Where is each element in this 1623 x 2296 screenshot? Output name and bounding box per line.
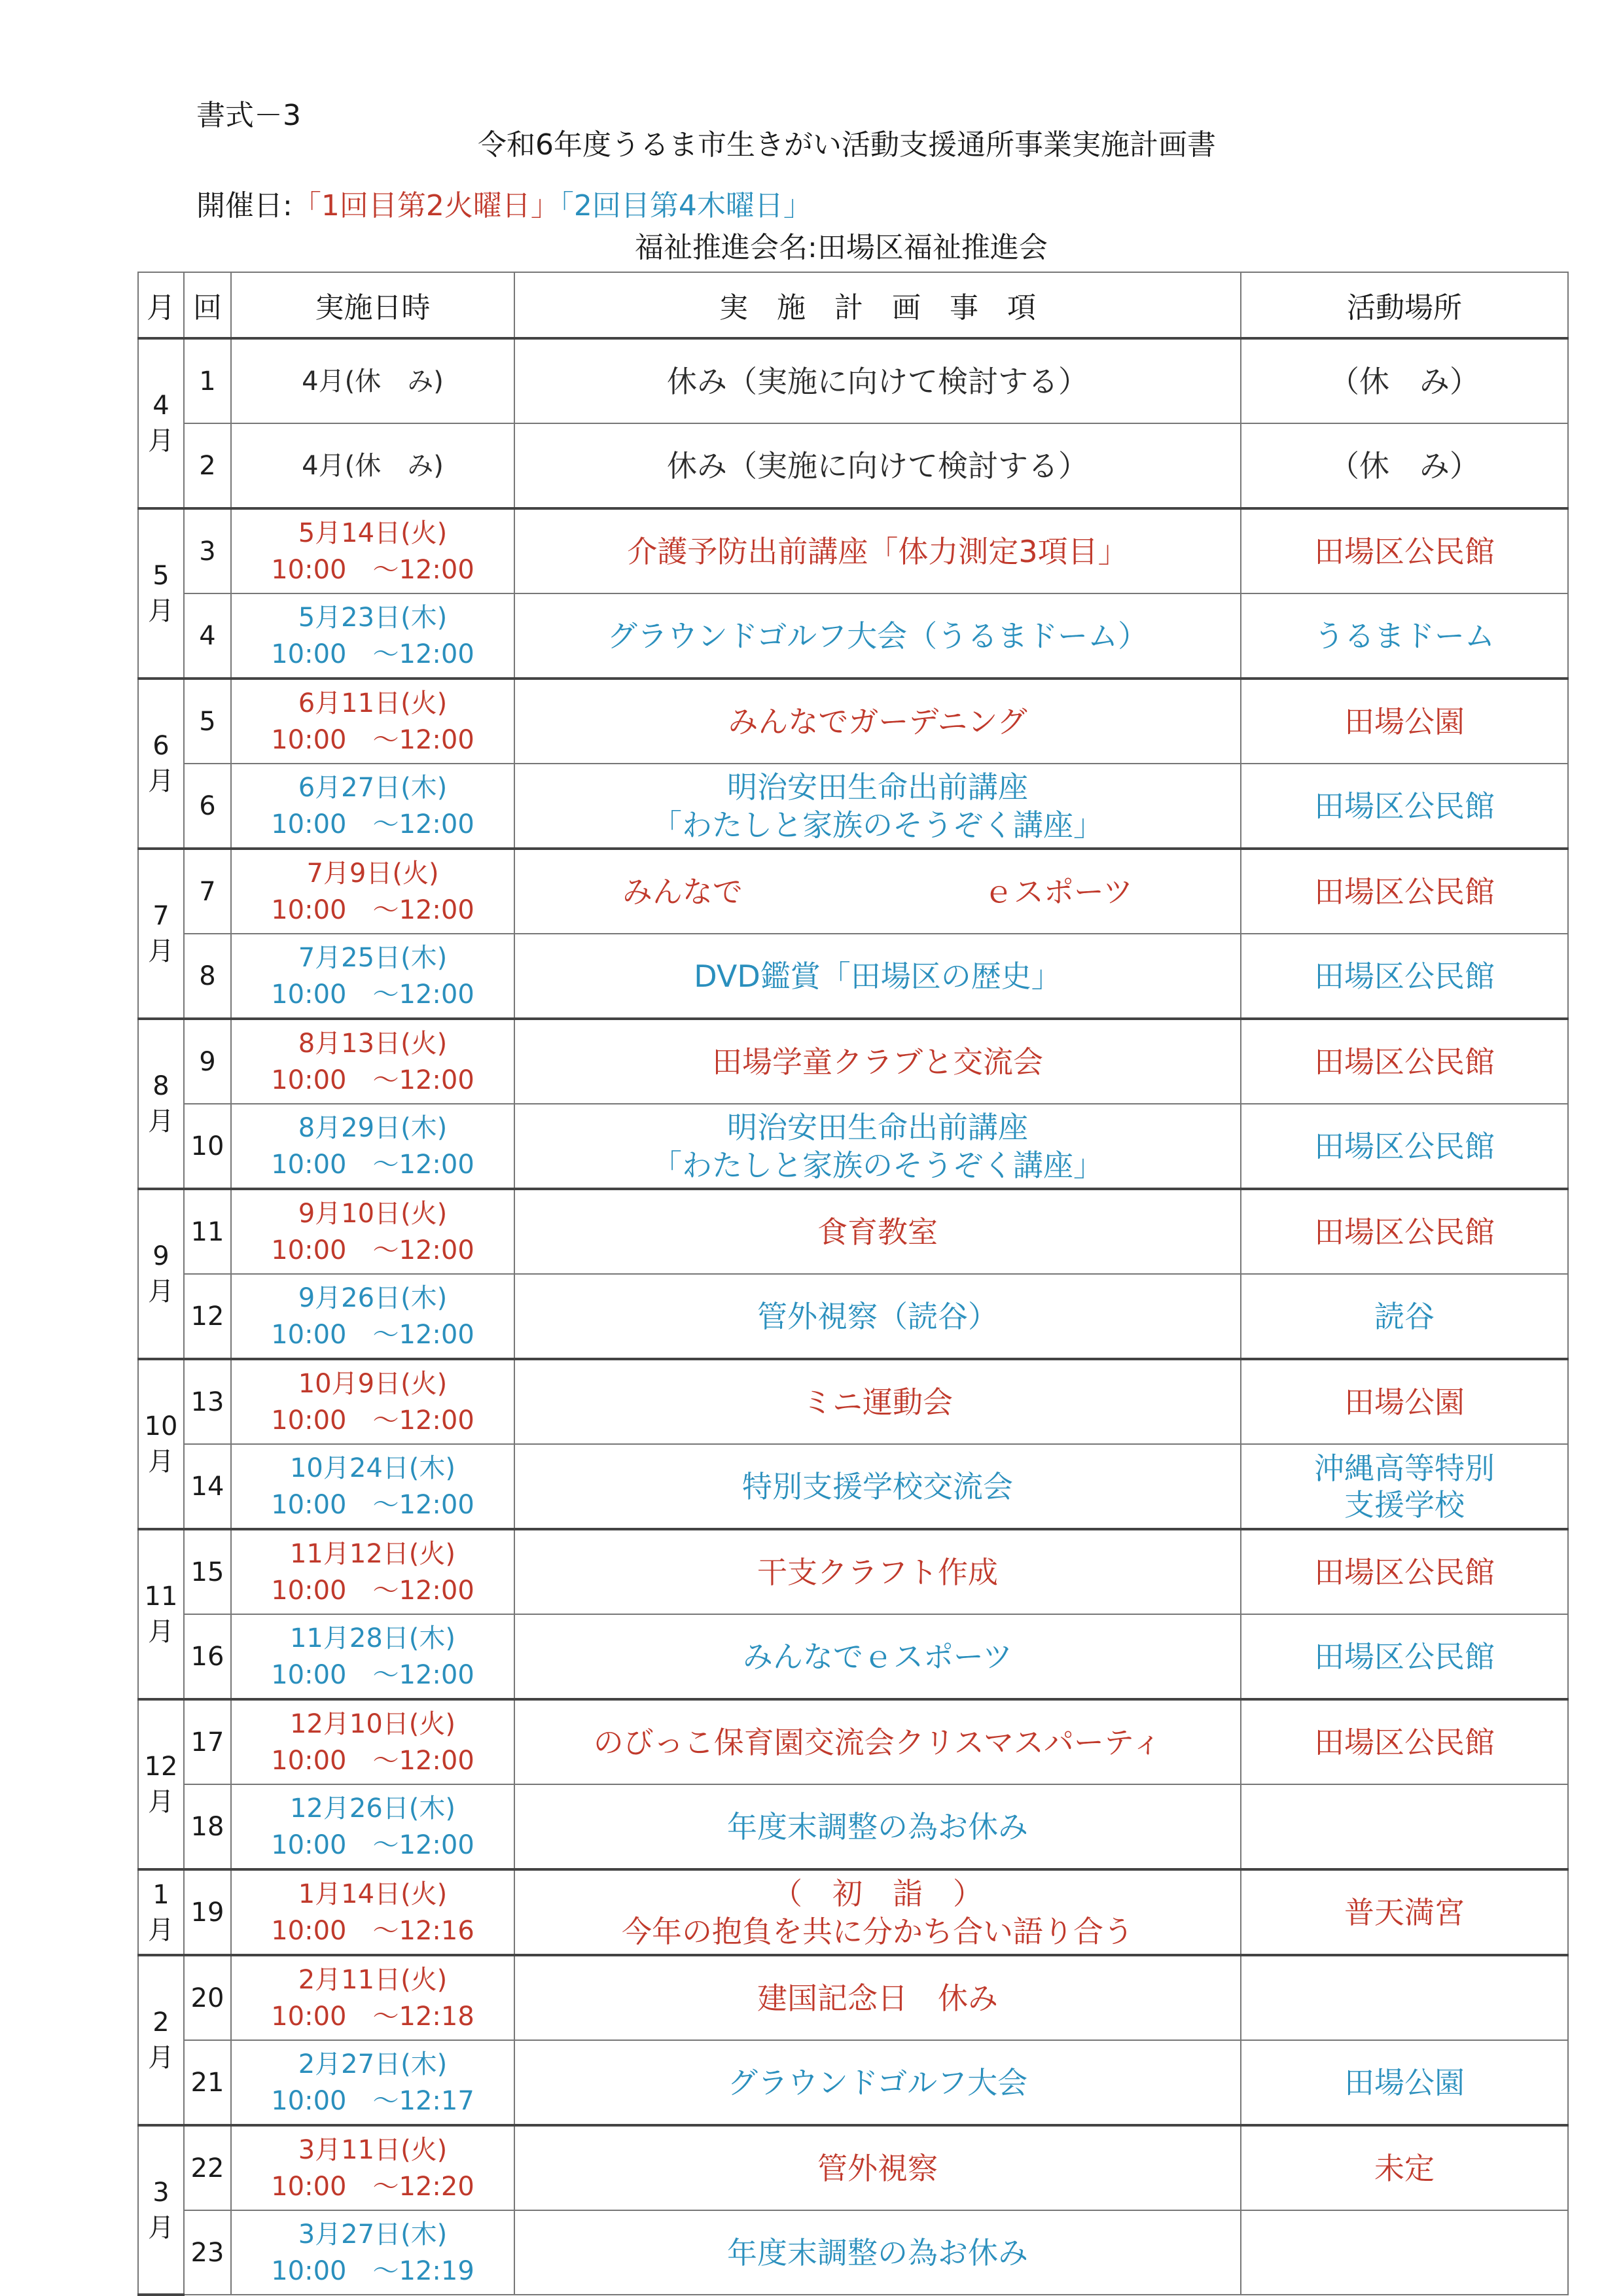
date-cell [231, 679, 514, 764]
place-text: 田場区公民館 [1314, 533, 1495, 569]
place-cell [1241, 423, 1568, 508]
date-cell [231, 934, 514, 1019]
table-row [138, 1529, 1568, 1614]
date-cell [231, 338, 514, 423]
event-time: 10:00 ～12:00 [271, 1065, 474, 1095]
plan-cell [514, 508, 1241, 593]
event-date: 5月23日(木) [298, 602, 448, 633]
table-row [138, 1955, 1568, 2040]
event-time: 10:00 ～12:00 [271, 1319, 474, 1350]
date-cell [231, 1359, 514, 1444]
place-cell [1241, 338, 1568, 423]
event-date: 1月14日(火) [298, 1879, 448, 1909]
plan-cell [514, 1444, 1241, 1529]
place-cell [1241, 1274, 1568, 1359]
event-date: 7月25日(木) [298, 942, 448, 973]
plan-text: みんなでｅスポーツ [742, 1638, 1013, 1674]
round-number: 20 [184, 1955, 231, 2040]
plan-cell [514, 1955, 1241, 2040]
table-row [138, 423, 1568, 508]
place-text: 支援学校 [1344, 1487, 1465, 1523]
place-text: 田場公園 [1344, 2064, 1465, 2100]
event-time: 10:00 ～12:00 [271, 1405, 474, 1436]
date-cell [231, 1614, 514, 1699]
place-cell [1241, 593, 1568, 679]
place-text: 沖縄高等特別 [1314, 1450, 1495, 1486]
table-row [138, 1104, 1568, 1189]
date-cell [231, 2125, 514, 2210]
event-time: 10:00 ～12:00 [271, 1149, 474, 1180]
month-cell: 3 月 [138, 2125, 184, 2295]
plan-cell [514, 593, 1241, 679]
plan-text: 「わたしと家族のそうぞく講座」 [652, 807, 1103, 843]
place-cell [1241, 849, 1568, 934]
event-time: 10:00 ～12:00 [271, 554, 474, 585]
event-date: 7月9日(火) [306, 858, 439, 889]
place-cell [1241, 1955, 1568, 2040]
place-text: 未定 [1374, 2150, 1435, 2186]
event-date: 4月(休 み) [302, 450, 444, 481]
event-day-first: 「1回目第2火曜日」 [292, 189, 560, 222]
plan-text: 年度末調整の為お休み [727, 1809, 1028, 1845]
date-cell [231, 1869, 514, 1955]
header-round: 回 [184, 272, 231, 338]
plan-text: 休み（実施に向けて検討する） [667, 363, 1088, 399]
round-number: 15 [184, 1529, 231, 1614]
month-cell: 12 月 [138, 1699, 184, 1869]
plan-cell [514, 1869, 1241, 1955]
place-text: 田場区公民館 [1314, 1044, 1495, 1080]
place-cell [1241, 934, 1568, 1019]
plan-cell [514, 2125, 1241, 2210]
date-cell [231, 2040, 514, 2125]
date-cell [231, 1189, 514, 1274]
place-cell [1241, 1869, 1568, 1955]
table-row [138, 679, 1568, 764]
form-number: 書式－3 [196, 99, 301, 132]
table-row [138, 1274, 1568, 1359]
table-row [138, 2210, 1568, 2295]
round-number: 16 [184, 1614, 231, 1699]
event-time: 10:00 ～12:00 [271, 1659, 474, 1690]
plan-body [138, 338, 1568, 2295]
place-text: 田場区公民館 [1314, 1638, 1495, 1674]
table-row [138, 849, 1568, 934]
date-cell [231, 1444, 514, 1529]
date-cell [231, 1699, 514, 1784]
round-number: 23 [184, 2210, 231, 2295]
place-cell [1241, 1104, 1568, 1189]
place-cell [1241, 2210, 1568, 2295]
plan-text: のびっこ保育園交流会クリスマスパーティ [593, 1724, 1162, 1760]
plan-text: 「わたしと家族のそうぞく講座」 [652, 1147, 1103, 1183]
table-row [138, 1614, 1568, 1699]
event-time: 10:00 ～12:00 [271, 1235, 474, 1265]
table-row [138, 1189, 1568, 1274]
round-number: 21 [184, 2040, 231, 2125]
date-cell [231, 1274, 514, 1359]
place-text: 田場区公民館 [1314, 1214, 1495, 1250]
plan-cell [514, 1614, 1241, 1699]
plan-cell [514, 2210, 1241, 2295]
event-date: 3月11日(火) [298, 2134, 448, 2165]
table-row [138, 1019, 1568, 1104]
event-date: 10月24日(木) [289, 1453, 455, 1483]
event-date: 11月12日(火) [289, 1538, 455, 1569]
round-number: 5 [184, 679, 231, 764]
event-time: 10:00 ～12:00 [271, 979, 474, 1010]
header-plan: 実 施 計 画 事 項 [514, 272, 1241, 338]
event-days [196, 182, 812, 224]
event-date: 8月13日(火) [298, 1028, 448, 1059]
plan-text: 建国記念日 休み [757, 1980, 998, 2016]
place-text: 田場区公民館 [1314, 1724, 1495, 1760]
event-time: 10:00 ～12:00 [271, 1575, 474, 1606]
round-number: 1 [184, 338, 231, 423]
date-cell [231, 2210, 514, 2295]
round-number: 12 [184, 1274, 231, 1359]
date-cell [231, 1529, 514, 1614]
plan-cell [514, 1274, 1241, 1359]
council-name: 福祉推進会名:田場区福祉推進会 [635, 231, 1048, 264]
plan-text: グラウンドゴルフ大会（うるまドーム） [607, 618, 1149, 654]
event-date: 3月27日(木) [298, 2219, 448, 2250]
event-date: 5月14日(火) [298, 518, 448, 548]
month-cell: 5 月 [138, 508, 184, 679]
place-cell [1241, 764, 1568, 849]
plan-cell [514, 1784, 1241, 1869]
date-cell [231, 593, 514, 679]
round-number: 19 [184, 1869, 231, 1955]
event-time: 10:00 ～12:17 [271, 2085, 474, 2116]
plan-cell [514, 423, 1241, 508]
plan-cell [514, 1699, 1241, 1784]
month-cell: 6 月 [138, 679, 184, 849]
event-day-second: 「2回目第4木曜日」 [559, 189, 812, 222]
date-cell [231, 1784, 514, 1869]
plan-text: みんなで ｅスポーツ [622, 874, 1133, 910]
plan-text: 食育教室 [817, 1214, 938, 1250]
event-days-label: 開催日: [196, 189, 293, 222]
plan-cell [514, 1104, 1241, 1189]
plan-text: （ 初 詣 ） [772, 1875, 983, 1911]
table-row [138, 508, 1568, 593]
event-date: 12月10日(火) [289, 1708, 455, 1739]
date-cell [231, 508, 514, 593]
round-number: 14 [184, 1444, 231, 1529]
event-date: 2月11日(火) [298, 1964, 448, 1995]
date-cell [231, 1019, 514, 1104]
month-cell: 2 月 [138, 1955, 184, 2125]
plan-text: DVD鑑賞「田場区の歴史」 [694, 958, 1061, 994]
plan-text: 休み（実施に向けて検討する） [667, 448, 1088, 484]
round-number: 11 [184, 1189, 231, 1274]
header-place: 活動場所 [1241, 272, 1568, 338]
plan-text: みんなでガーデニング [728, 703, 1027, 739]
table-row [138, 1784, 1568, 1869]
table-row [138, 2040, 1568, 2125]
place-text: 田場公園 [1344, 1384, 1465, 1420]
table-row [138, 764, 1568, 849]
place-cell [1241, 1189, 1568, 1274]
plan-cell [514, 849, 1241, 934]
table-row [138, 338, 1568, 423]
place-cell [1241, 1359, 1568, 1444]
month-cell: 11 月 [138, 1529, 184, 1699]
round-number: 18 [184, 1784, 231, 1869]
place-text: 田場公園 [1344, 703, 1465, 739]
place-cell [1241, 2125, 1568, 2210]
event-time: 10:00 ～12:00 [271, 1829, 474, 1860]
plan-cell [514, 338, 1241, 423]
event-time: 10:00 ～12:18 [271, 2001, 474, 2032]
document-title: 令和6年度うるま市生きがい活動支援通所事業実施計画書 [478, 128, 1216, 162]
event-date: 11月28日(木) [289, 1623, 455, 1653]
plan-cell [514, 1359, 1241, 1444]
date-cell [231, 849, 514, 934]
month-cell: 10 月 [138, 1359, 184, 1529]
round-number: 2 [184, 423, 231, 508]
month-cell: 8 月 [138, 1019, 184, 1189]
plan-text: ミニ運動会 [802, 1384, 953, 1420]
month-cell: 7 月 [138, 849, 184, 1019]
round-number: 7 [184, 849, 231, 934]
table-row [138, 934, 1568, 1019]
event-time: 10:00 ～12:00 [271, 639, 474, 669]
table-row [138, 593, 1568, 679]
event-time: 10:00 ～12:16 [271, 1915, 474, 1946]
round-number: 13 [184, 1359, 231, 1444]
event-date: 9月10日(火) [298, 1198, 448, 1229]
plan-text: 田場学童クラブと交流会 [712, 1044, 1043, 1080]
round-number: 6 [184, 764, 231, 849]
place-cell [1241, 679, 1568, 764]
place-cell [1241, 2040, 1568, 2125]
event-date: 6月27日(木) [298, 772, 448, 803]
event-date: 9月26日(木) [298, 1282, 448, 1313]
place-text: 田場区公民館 [1314, 1128, 1495, 1164]
event-time: 10:00 ～12:20 [271, 2171, 474, 2202]
round-number: 4 [184, 593, 231, 679]
place-cell [1241, 1699, 1568, 1784]
place-cell [1241, 1019, 1568, 1104]
month-cell: 1 月 [138, 1869, 184, 1955]
event-time: 10:00 ～12:00 [271, 809, 474, 839]
plan-text: 明治安田生命出前講座 [727, 769, 1028, 805]
event-time: 10:00 ～12:00 [271, 1745, 474, 1776]
plan-cell [514, 2040, 1241, 2125]
table-row [138, 1699, 1568, 1784]
event-time: 10:00 ～12:00 [271, 894, 474, 925]
event-time: 10:00 ～12:00 [271, 1489, 474, 1520]
plan-text: 管外視察 [817, 2150, 938, 2186]
place-cell [1241, 1784, 1568, 1869]
event-date: 10月9日(火) [298, 1368, 448, 1399]
place-text: 読谷 [1374, 1298, 1435, 1334]
place-cell [1241, 508, 1568, 593]
plan-table [137, 272, 1569, 2296]
round-number: 9 [184, 1019, 231, 1104]
event-time: 10:00 ～12:00 [271, 724, 474, 755]
place-cell [1241, 1444, 1568, 1529]
place-text: 田場区公民館 [1314, 788, 1495, 824]
place-cell [1241, 1529, 1568, 1614]
month-cell: 4 月 [138, 338, 184, 508]
date-cell [231, 1104, 514, 1189]
event-date: 4月(休 み) [302, 366, 444, 397]
table-row [138, 1869, 1568, 1955]
place-text: （休 み） [1329, 448, 1480, 484]
plan-cell [514, 1189, 1241, 1274]
table-header-row [138, 272, 1568, 338]
place-text: 普天満宮 [1344, 1894, 1465, 1930]
date-cell [231, 1955, 514, 2040]
event-time: 10:00 ～12:19 [271, 2255, 474, 2286]
event-date: 12月26日(木) [289, 1793, 455, 1824]
plan-text: 干支クラフト作成 [757, 1554, 998, 1590]
plan-text: グラウンドゴルフ大会 [727, 2064, 1028, 2100]
plan-text: 管外視察（読谷） [757, 1298, 998, 1334]
round-number: 17 [184, 1699, 231, 1784]
place-text: 田場区公民館 [1314, 874, 1495, 910]
plan-text: 年度末調整の為お休み [727, 2234, 1028, 2270]
round-number: 3 [184, 508, 231, 593]
place-text: （休 み） [1329, 363, 1480, 399]
event-date: 2月27日(木) [298, 2049, 448, 2079]
plan-text: 介護予防出前講座「体力測定3項目」 [627, 533, 1128, 569]
place-text: うるまドーム [1314, 618, 1495, 654]
plan-text: 明治安田生命出前講座 [727, 1109, 1028, 1145]
header-datetime: 実施日時 [231, 272, 514, 338]
plan-text: 今年の抱負を共に分かち合い語り合う [622, 1913, 1133, 1949]
place-text: 田場区公民館 [1314, 1554, 1495, 1590]
plan-cell [514, 1529, 1241, 1614]
round-number: 10 [184, 1104, 231, 1189]
table-row [138, 2125, 1568, 2210]
place-text: 田場区公民館 [1314, 958, 1495, 994]
plan-text: 特別支援学校交流会 [742, 1468, 1013, 1504]
round-number: 22 [184, 2125, 231, 2210]
table-row [138, 1359, 1568, 1444]
place-cell [1241, 1614, 1568, 1699]
date-cell [231, 423, 514, 508]
event-date: 6月11日(火) [298, 688, 448, 718]
plan-cell [514, 764, 1241, 849]
table-row [138, 1444, 1568, 1529]
round-number: 8 [184, 934, 231, 1019]
plan-cell [514, 679, 1241, 764]
header-month: 月 [138, 272, 184, 338]
plan-cell [514, 934, 1241, 1019]
plan-cell [514, 1019, 1241, 1104]
date-cell [231, 764, 514, 849]
month-cell: 9 月 [138, 1189, 184, 1359]
event-date: 8月29日(木) [298, 1112, 448, 1143]
